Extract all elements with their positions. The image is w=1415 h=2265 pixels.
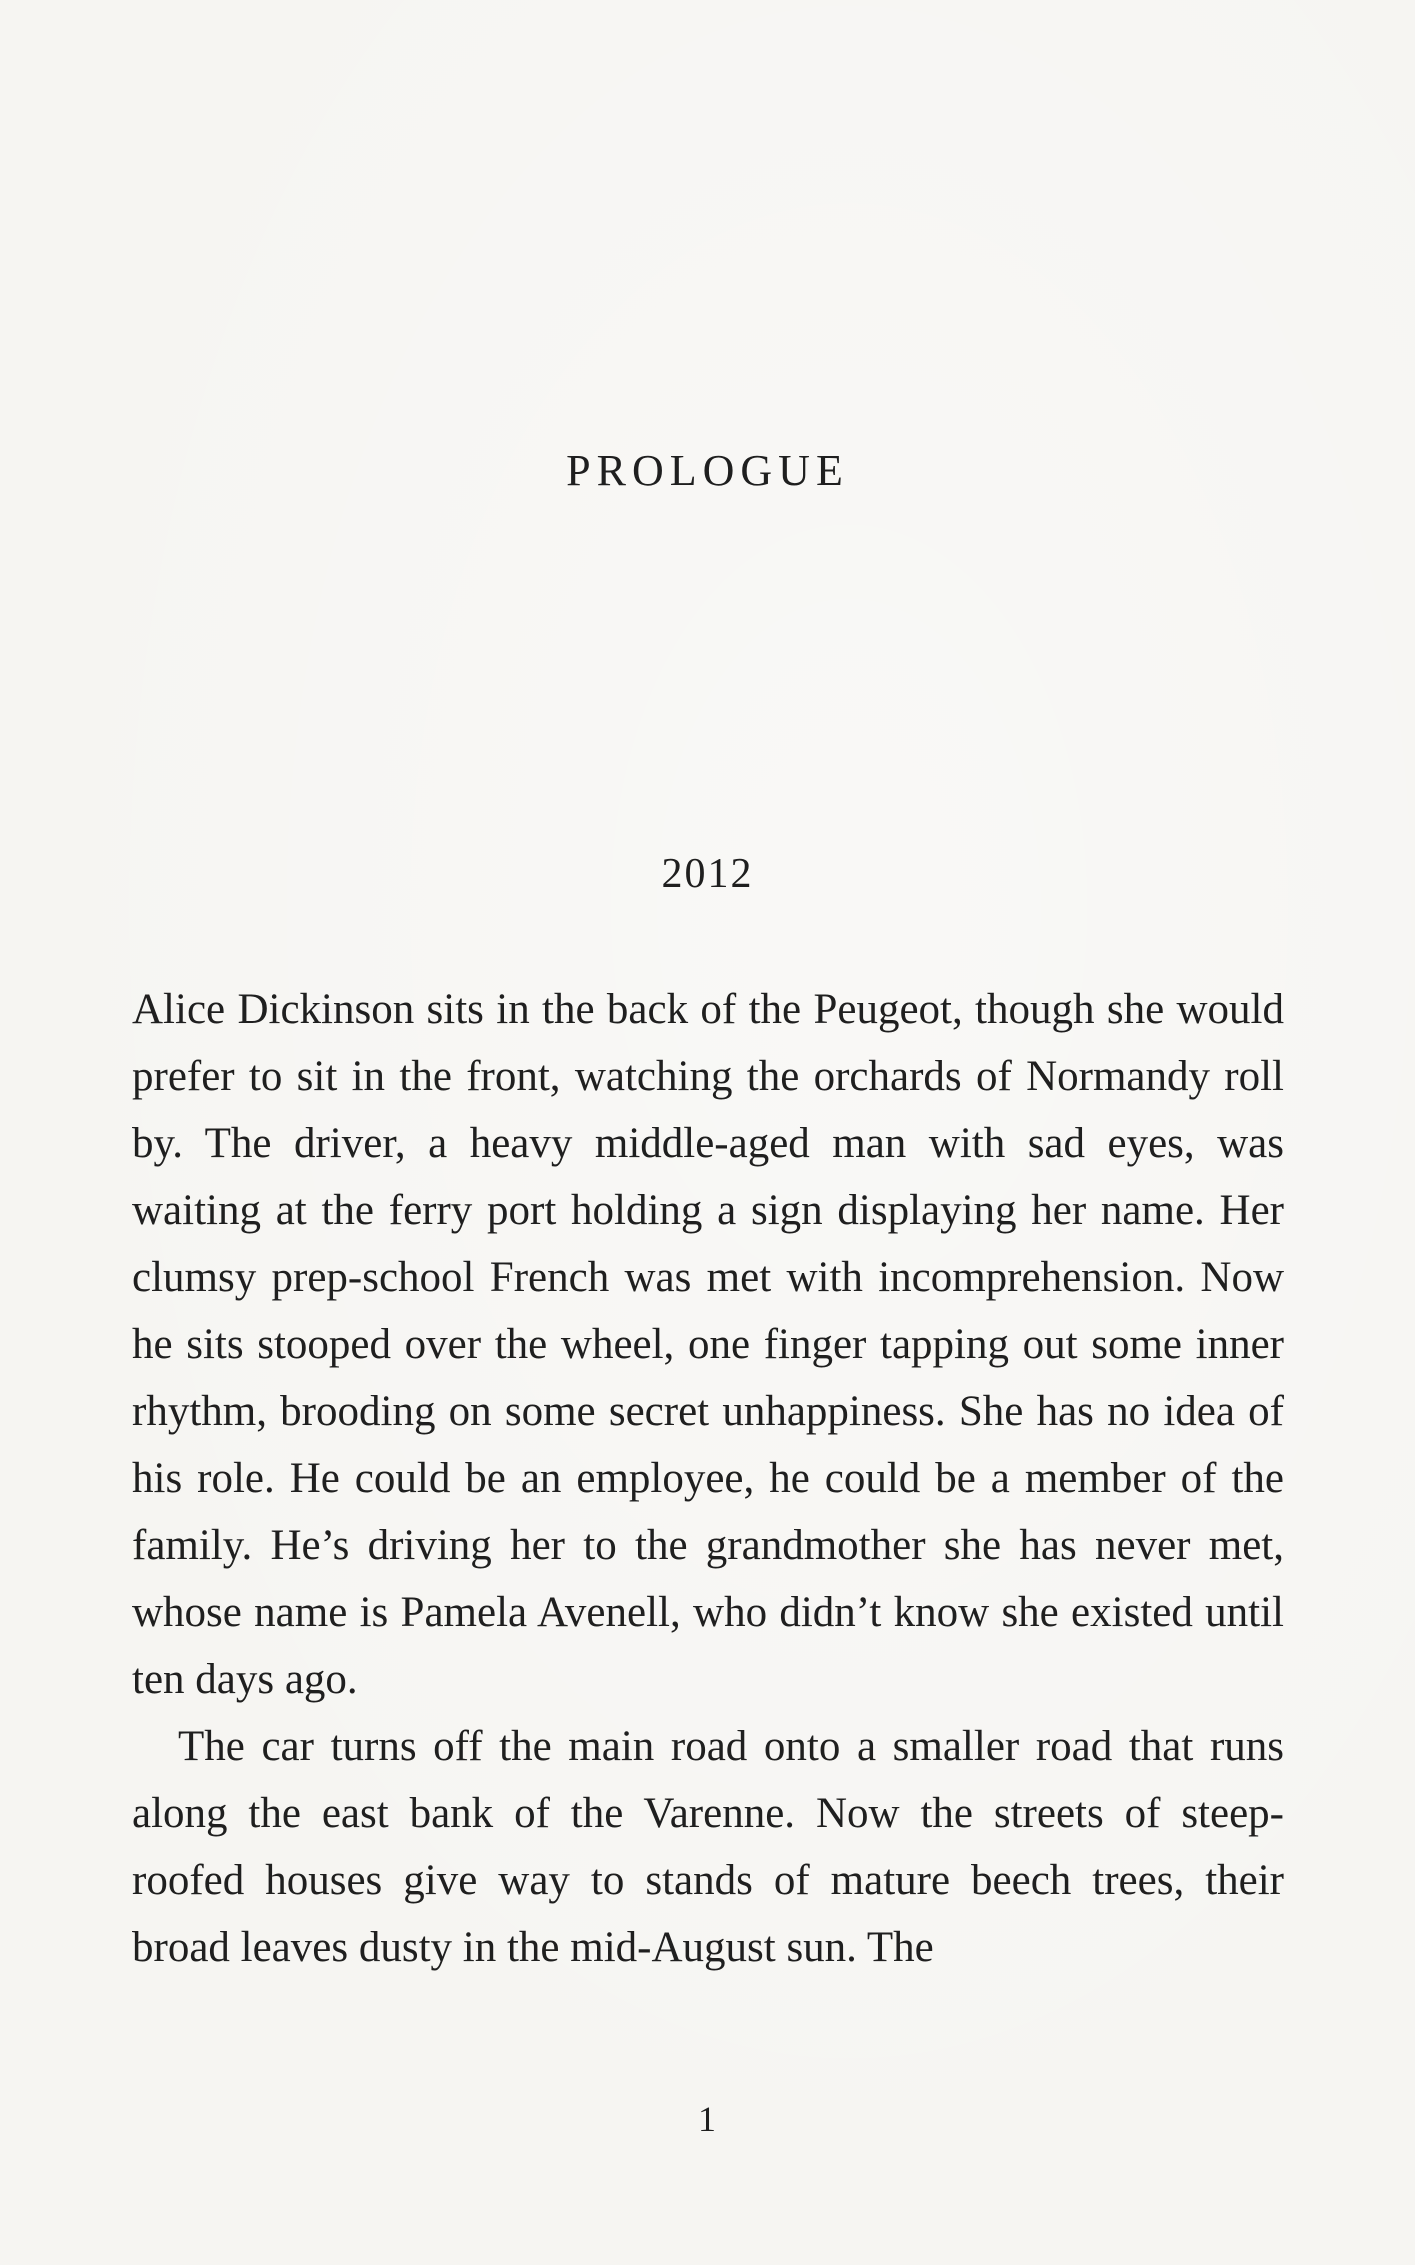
body-text bbox=[132, 976, 1284, 1981]
paragraph: The car turns off the main road onto a smaller road that runs along the east bank of the Varenne. Now the streets of steep-roofed houses give way to stands of mature beech trees, their broad leaves dusty in the mid-August sun. The bbox=[132, 1723, 1284, 1971]
paragraph: Alice Dickinson sits in the back of the Peugeot, though she would prefer to sit in the front, watching the orchards of Normandy roll by. The driver, a heavy middle-aged man with sad eyes, was waiting at the ferry port holding a sign displaying her name. Her clumsy prep-school French was met with incomprehension. Now he sits stooped over the wheel, one finger tapping out some inner rhythm, brooding on some secret unhappiness. She has no idea of his role. He could be an employee, he could be a member of the family. He’s driving her to the grandmother she has never met, whose name is Pamela Avenell, who didn’t know she existed until ten days ago. bbox=[132, 986, 1284, 1703]
page-number: 1 bbox=[698, 2099, 717, 2139]
chapter-title: PROLOGUE bbox=[566, 446, 849, 495]
section-year: 2012 bbox=[661, 851, 754, 897]
